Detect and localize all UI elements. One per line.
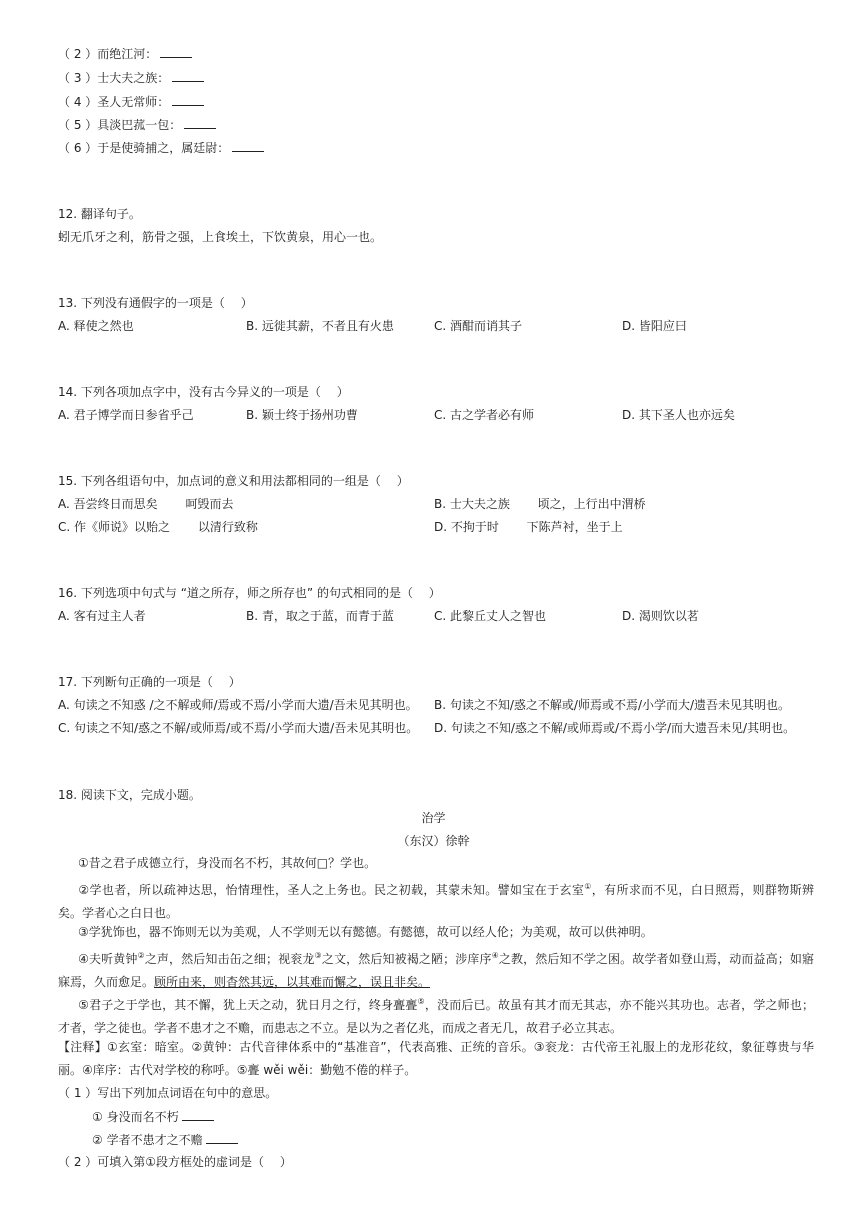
q15-stem: 15. 下列各组语句中，加点词的意义和用法都相同的一组是（ ） xyxy=(58,474,409,488)
q18-sub1: （ 1 ）写出下列加点词语在句中的意思。 xyxy=(58,1086,278,1100)
q18-sub1-b: ② 学者不患才之不赡 xyxy=(92,1132,238,1148)
q11-item-5: （ 5 ）具淡巴菰一包： xyxy=(58,117,216,133)
q14-option-d[interactable]: D. 其下圣人也亦远矣 xyxy=(622,408,735,422)
q11-item-2: （ 2 ）而绝江河： xyxy=(58,46,192,62)
q13-stem: 13. 下列没有通假字的一项是（ ） xyxy=(58,296,253,310)
q16-option-b[interactable]: B. 青，取之于蓝，而青于蓝 xyxy=(246,609,394,623)
q11-item-3: （ 3 ）士大夫之族： xyxy=(58,70,204,86)
q18-sub1-a: ① 身没而名不朽 xyxy=(92,1109,214,1125)
q13-option-b[interactable]: B. 远徙其薪，不者且有火患 xyxy=(246,319,394,333)
q18-stem: 18. 阅读下文，完成小题。 xyxy=(58,788,201,802)
passage-notes: 【注释】①玄室：暗室。②黄钟：古代音律体系中的“基准音”，代表高雅、正统的音乐。③衮龙：古代帝王礼服上的龙形花纹，象征尊贵与华丽。④庠序：古代对学校的称呼。⑤亹 wěi wěi：勤勉不倦的样子。 xyxy=(58,1040,814,1077)
q15-option-c[interactable]: C. 作《师说》以贻之 以清行致称 xyxy=(58,520,258,534)
underlined-sentence: 顾所由来，则杳然其远，以其难而懈之，误且非矣。 xyxy=(154,975,431,989)
q16-option-a[interactable]: A. 客有过主人者 xyxy=(58,609,146,623)
q17-option-b[interactable]: B. 句读之不知/惑之不解或/师焉或不焉/小学而大/遗吾未见其明也。 xyxy=(434,698,791,712)
answer-blank[interactable] xyxy=(184,117,216,129)
passage-paragraph-4: ④夫听黄钟②之声，然后知击缶之细；视衮龙③之文，然后知被褐之陋；涉庠序④之教，然后知不学之困。故学者如登山焉，动而益高；如寤寐焉，久而愈足。顾所由来，则杳然其远，以其难而懈之，误且非矣。 xyxy=(58,951,814,989)
q17-stem: 17. 下列断句正确的一项是（ ） xyxy=(58,675,241,689)
q16-option-d[interactable]: D. 渴则饮以茗 xyxy=(622,609,699,623)
q13-option-a[interactable]: A. 释使之然也 xyxy=(58,319,134,333)
answer-blank[interactable] xyxy=(232,140,264,152)
q11-item-4: （ 4 ）圣人无常师： xyxy=(58,94,204,110)
q17-option-d[interactable]: D. 句读之不知/惑之不解/或师焉或/不焉小学/而大遗吾未见/其明也。 xyxy=(434,721,796,735)
q18-sub2: （ 2 ）可填入第①段方框处的虚词是（ ） xyxy=(58,1155,292,1169)
q15-option-b[interactable]: B. 士大夫之族 顷之，上行出中渭桥 xyxy=(434,497,646,511)
passage-paragraph-2: ②学也者，所以疏神达思，怡情理性，圣人之上务也。民之初载，其蒙未知。譬如宝在于玄室①，有所求而不见，白日照焉，则群物斯辨矣。学者心之白日也。 xyxy=(58,882,814,920)
q15-option-d[interactable]: D. 不拘于时 下陈芦衬，坐于上 xyxy=(434,520,623,534)
passage-paragraph-5: ⑤君子之于学也，其不懈，犹上天之动，犹日月之行，终身亹亹⑤，没而后已。故虽有其才而无其志，亦不能兴其功也。志者，学之师也；才者，学之徒也。学者不患才之不赡，而患志之不立。是以为之者亿兆，而成之者无几，故君子必立其志。 xyxy=(58,997,814,1035)
passage-author: （东汉）徐幹 xyxy=(397,834,470,848)
q12-stem: 12. 翻译句子。 xyxy=(58,207,141,221)
answer-blank[interactable] xyxy=(206,1132,238,1144)
passage-title: 治学 xyxy=(421,811,446,825)
q14-option-a[interactable]: A. 君子博学而日参省乎己 xyxy=(58,408,194,422)
answer-blank[interactable] xyxy=(172,70,204,82)
q17-option-a[interactable]: A. 句读之不知惑 /之不解或师/焉或不焉/小学而大遗/吾未见其明也。 xyxy=(58,698,418,712)
passage-paragraph-3: ③学犹饰也，器不饰则无以为美观，人不学则无以有懿德。有懿德，故可以经人伦；为美观，故可以供神明。 xyxy=(78,925,653,939)
q14-option-c[interactable]: C. 古之学者必有师 xyxy=(434,408,535,422)
q16-option-c[interactable]: C. 此黎丘丈人之智也 xyxy=(434,609,547,623)
passage-paragraph-1: ①昔之君子成德立行，身没而名不朽，其故何□？学也。 xyxy=(78,856,377,870)
q14-option-b[interactable]: B. 颖士终于扬州功曹 xyxy=(246,408,358,422)
q13-option-c[interactable]: C. 酒酣而诮其子 xyxy=(434,319,523,333)
q17-option-c[interactable]: C. 句读之不知/惑之不解/或师焉/或不焉/小学而大遗/吾未见其明也。 xyxy=(58,721,419,735)
q11-item-6: （ 6 ）于是使骑捕之，属廷尉： xyxy=(58,140,264,156)
q15-option-a[interactable]: A. 吾尝终日而思矣 呵毁而去 xyxy=(58,497,234,511)
q12-sentence: 蚓无爪牙之利，筋骨之强，上食埃土，下饮黄泉，用心一也。 xyxy=(58,230,383,244)
answer-blank[interactable] xyxy=(160,46,192,58)
q13-option-d[interactable]: D. 皆阳应曰 xyxy=(622,319,687,333)
q16-stem: 16. 下列选项中句式与 “道之所存，师之所存也” 的句式相同的是（ ） xyxy=(58,586,441,600)
answer-blank[interactable] xyxy=(172,94,204,106)
q14-stem: 14. 下列各项加点字中，没有古今异义的一项是（ ） xyxy=(58,385,349,399)
answer-blank[interactable] xyxy=(182,1109,214,1121)
